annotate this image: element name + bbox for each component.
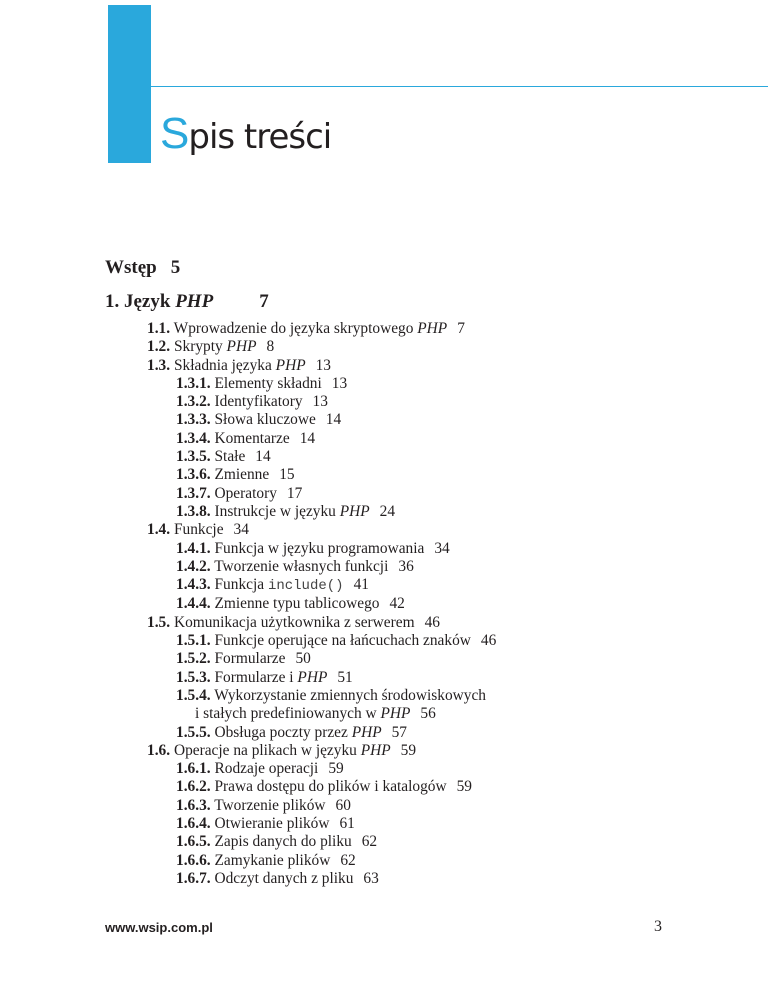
- entry-number: 1.3.8.: [176, 502, 211, 520]
- entry-title: Zmienne typu tablicowego: [214, 595, 380, 613]
- entry-page: 56: [420, 705, 436, 723]
- toc-entry: [0, 760, 768, 778]
- toc-entry: [0, 778, 768, 796]
- entry-page: 14: [325, 411, 342, 429]
- entry-page: 51: [337, 668, 353, 686]
- entry-title-italic: PHP: [360, 741, 391, 759]
- entry-title-italic: PHP: [297, 668, 328, 686]
- toc-entry: [0, 595, 768, 613]
- chapter-intro: [105, 258, 180, 277]
- entry-code: include(): [267, 578, 344, 595]
- toc-entry: [0, 393, 768, 411]
- entry-page: 46: [424, 613, 440, 631]
- entry-title: Wykorzystanie zmiennych środowiskowych: [214, 686, 486, 704]
- entry-page: 34: [233, 521, 249, 539]
- entry-title-italic: PHP: [275, 356, 306, 374]
- chapter-page: 5: [170, 257, 181, 278]
- entry-title: Prawa dostępu do plików i katalogów: [214, 778, 447, 796]
- entry-title: Skrypty: [173, 338, 227, 356]
- entry-title: Formularze i: [214, 668, 298, 686]
- chapter-1: [105, 292, 269, 311]
- entry-page: 41: [353, 576, 369, 594]
- toc-entry: [0, 338, 768, 356]
- entry-title: Funkcje: [173, 521, 224, 539]
- entry-page: 57: [391, 723, 407, 741]
- entry-number: 1.4.: [147, 521, 171, 539]
- chapter-label-italic: PHP: [175, 291, 214, 312]
- entry-number: 1.3.6.: [176, 466, 211, 484]
- entry-page: 24: [379, 502, 396, 520]
- entry-title: Identyfikatory: [214, 393, 303, 411]
- entry-title: Zmienne: [214, 466, 270, 484]
- entry-number: 1.5.3.: [176, 668, 211, 686]
- entry-title: Komunikacja użytkownika z serwerem: [173, 613, 415, 631]
- chapter-label: Język: [124, 291, 171, 312]
- entry-title: Operatory: [214, 484, 277, 502]
- toc-entry: [0, 852, 768, 870]
- entry-number: 1.6.4.: [176, 815, 211, 833]
- toc-entry: [0, 815, 768, 833]
- entry-page: 7: [457, 320, 465, 337]
- toc-entry: [0, 742, 768, 760]
- entry-number: 1.1.: [147, 320, 171, 337]
- entry-title: Wprowadzenie do języka skryptowego: [173, 320, 418, 337]
- header-accent-bar: [108, 5, 151, 163]
- entry-number: 1.5.1.: [176, 632, 211, 650]
- chapter-page: 7: [259, 291, 269, 312]
- entry-number: 1.6.5.: [176, 833, 211, 851]
- chapter-label: Wstęp: [105, 257, 157, 278]
- entry-title: Formularze: [214, 650, 286, 668]
- toc-entry: [0, 576, 768, 595]
- entry-page: 42: [389, 595, 405, 613]
- page-title: [160, 109, 332, 158]
- entry-page: 13: [312, 393, 328, 411]
- entry-page: 46: [480, 632, 497, 650]
- entry-title: Funkcja w języku programowania: [214, 539, 425, 557]
- entry-number: 1.4.2.: [176, 557, 211, 575]
- entry-page: 15: [279, 466, 295, 484]
- entry-title: Składnia języka: [173, 356, 276, 374]
- entry-title: Zapis danych do pliku: [214, 833, 352, 851]
- toc-entry: [0, 870, 768, 888]
- entry-page: 50: [295, 650, 311, 668]
- entry-number: 1.5.2.: [176, 650, 211, 668]
- entry-title: Słowa kluczowe: [214, 411, 316, 429]
- entry-number: 1.2.: [147, 338, 171, 356]
- entry-page: 62: [361, 833, 378, 851]
- page-number: 3: [654, 918, 662, 935]
- entry-page: 8: [266, 338, 275, 356]
- entry-number: 1.6.2.: [176, 778, 211, 796]
- entry-title: Rodzaje operacji: [214, 760, 319, 778]
- title-initial: S: [160, 109, 189, 158]
- header-rule: [151, 86, 768, 87]
- entry-title: Odczyt danych z pliku: [214, 869, 354, 887]
- toc-entry: [0, 632, 768, 650]
- entry-title: Operacje na plikach w języku: [173, 741, 361, 759]
- entry-number: 1.3.: [147, 356, 171, 374]
- entry-page: 60: [335, 796, 351, 814]
- entry-number: 1.4.4.: [176, 595, 211, 613]
- entry-number: 1.5.: [147, 613, 171, 631]
- entry-title: Stałe: [214, 448, 246, 466]
- entry-page: 61: [339, 815, 355, 833]
- entry-number: 1.3.7.: [176, 484, 211, 502]
- entry-number: 1.3.2.: [176, 393, 211, 411]
- entry-number: 1.6.6.: [176, 851, 211, 869]
- toc-entry: [0, 357, 768, 375]
- entry-number: 1.3.5.: [176, 448, 211, 466]
- entry-page: 13: [331, 374, 348, 392]
- toc-entry: [0, 411, 768, 429]
- entry-number: 1.3.1.: [176, 374, 211, 392]
- entry-page: 34: [434, 539, 450, 557]
- entry-page: 14: [299, 429, 316, 447]
- entry-title-italic: PHP: [417, 320, 448, 337]
- entry-title: Elementy składni: [214, 374, 322, 392]
- entry-number: 1.3.4.: [176, 429, 211, 447]
- toc-entry: [0, 724, 768, 742]
- entry-title: i stałych predefiniowanych w: [195, 705, 381, 723]
- entry-title: Instrukcje w języku: [214, 502, 340, 520]
- entry-page: 59: [328, 760, 344, 778]
- entry-page: 14: [255, 448, 271, 466]
- entry-title-italic: PHP: [339, 502, 370, 520]
- toc-entry: [0, 521, 768, 539]
- toc-entry: [0, 485, 768, 503]
- entry-page: 13: [315, 356, 331, 374]
- toc-entry: [0, 687, 768, 705]
- toc-entry: [0, 558, 768, 576]
- entry-number: 1.6.7.: [176, 869, 211, 887]
- toc-entry: [0, 650, 768, 668]
- entry-page: 59: [456, 778, 472, 796]
- chapter-number: 1.: [105, 291, 120, 312]
- publisher-url: www.wsip.com.pl: [105, 920, 213, 935]
- entry-number: 1.3.3.: [176, 411, 211, 429]
- entry-number: 1.4.1.: [176, 539, 211, 557]
- entry-title: Funkcja: [214, 576, 268, 594]
- entry-title: Otwieranie plików: [214, 815, 330, 833]
- entry-title: Zamykanie plików: [214, 851, 331, 869]
- entry-title: Tworzenie własnych funkcji: [214, 557, 389, 575]
- entry-page: 59: [400, 741, 417, 759]
- toc-entry: [0, 540, 768, 558]
- toc-entry: [0, 705, 768, 723]
- entry-title-italic: PHP: [380, 705, 411, 723]
- entry-title-italic: PHP: [351, 723, 382, 741]
- entry-number: 1.6.1.: [176, 760, 211, 778]
- toc-entry: [0, 375, 768, 393]
- title-rest: pis treści: [188, 117, 332, 157]
- toc-entry: [0, 466, 768, 484]
- entry-title-italic: PHP: [226, 338, 257, 356]
- entry-page: 63: [363, 869, 379, 887]
- toc-entry: [0, 448, 768, 466]
- table-of-contents: [0, 320, 768, 888]
- entry-page: 36: [398, 557, 414, 575]
- toc-entry: [0, 320, 768, 338]
- entry-title: Komentarze: [214, 429, 290, 447]
- toc-entry: [0, 430, 768, 448]
- entry-page: 17: [286, 484, 303, 502]
- entry-title: Tworzenie plików: [214, 796, 326, 814]
- entry-number: 1.6.: [147, 741, 171, 759]
- toc-entry: [0, 797, 768, 815]
- entry-number: 1.5.5.: [176, 723, 211, 741]
- entry-number: 1.4.3.: [176, 576, 211, 594]
- toc-entry: [0, 614, 768, 632]
- entry-title: Funkcje operujące na łańcuchach znaków: [214, 632, 471, 650]
- entry-title: Obsługa poczty przez: [214, 723, 352, 741]
- toc-entry: [0, 833, 768, 851]
- entry-page: 62: [340, 851, 356, 869]
- entry-number: 1.6.3.: [176, 796, 211, 814]
- toc-entry: [0, 669, 768, 687]
- toc-entry: [0, 503, 768, 521]
- entry-number: 1.5.4.: [176, 686, 211, 704]
